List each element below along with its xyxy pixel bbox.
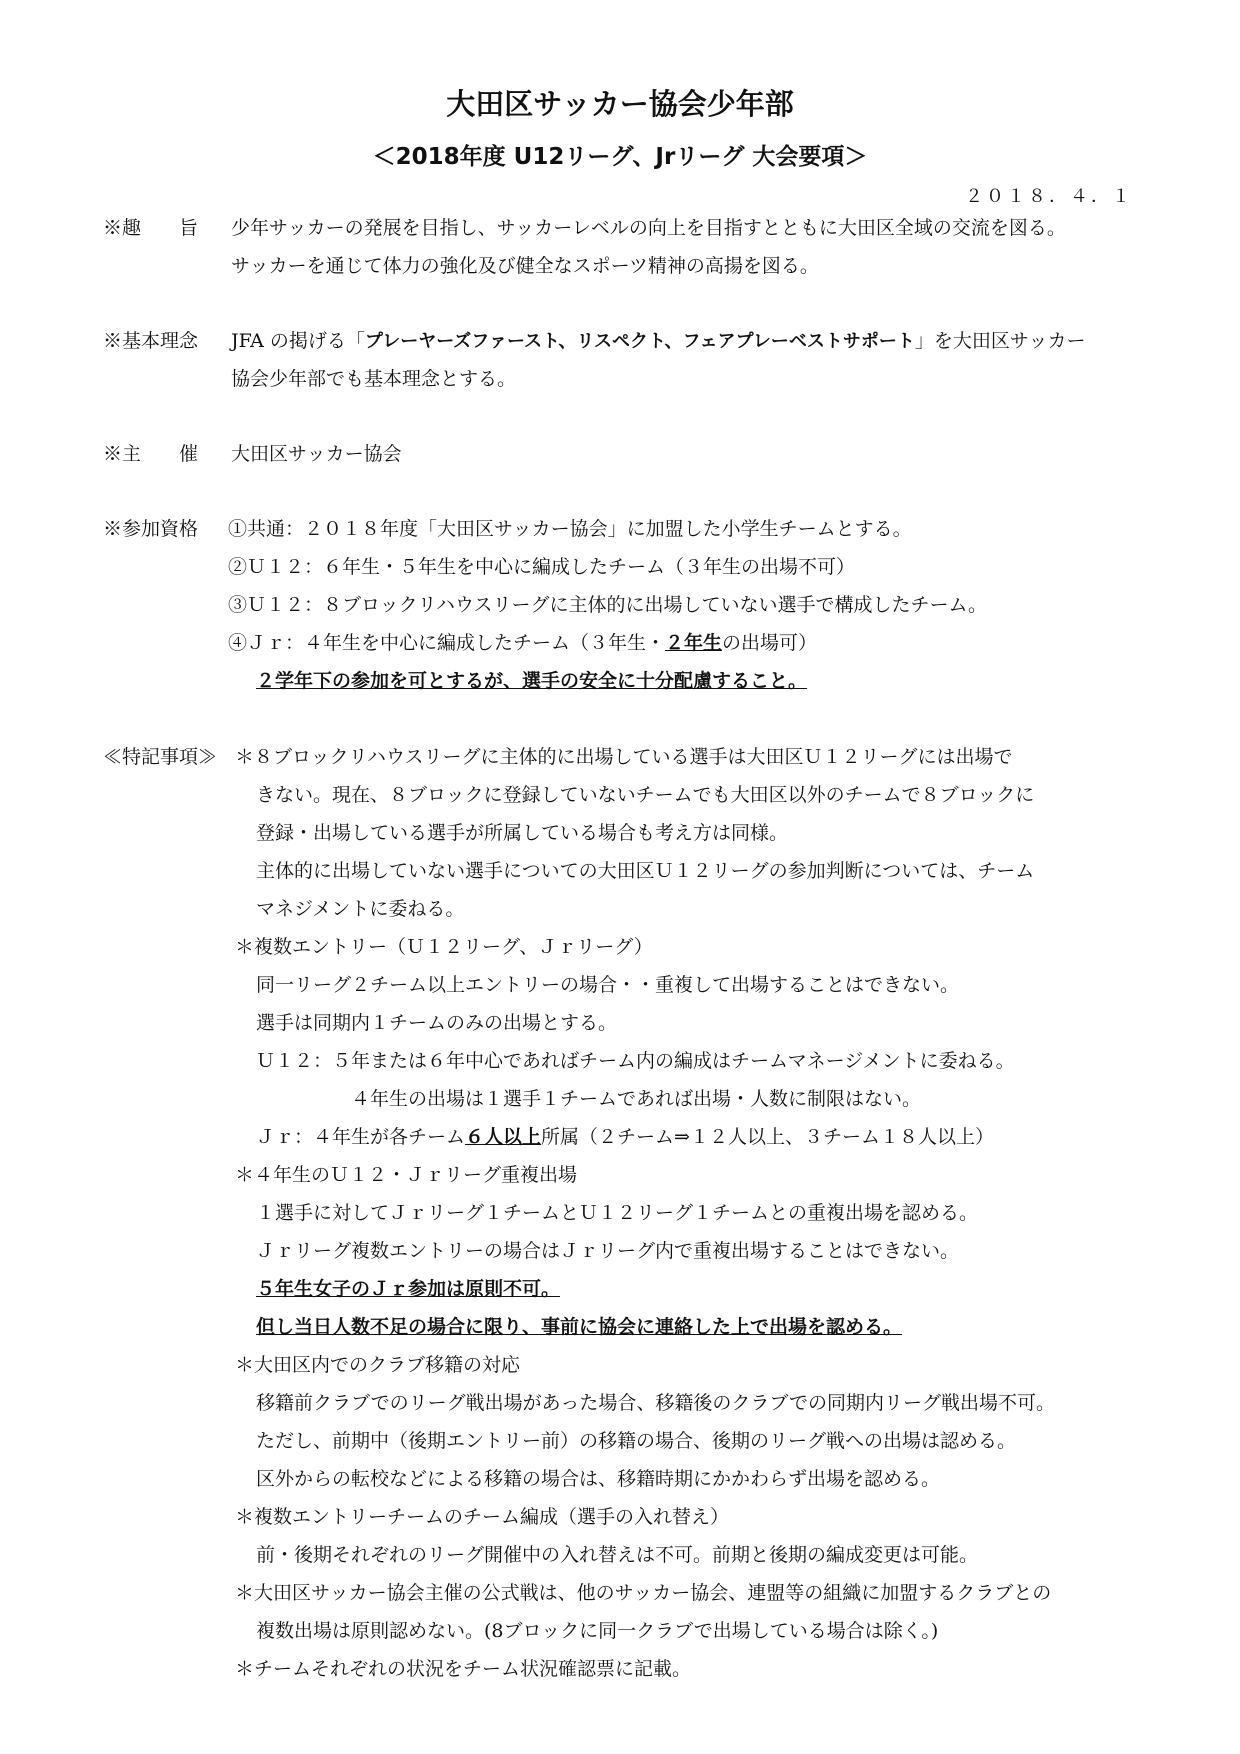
notes-p1-line-5: マネジメントに委ねる。: [256, 898, 465, 920]
notes-p2-head: ＊複数エントリー（Ｕ１２リーグ、Ｊｒリーグ）: [235, 936, 653, 958]
section-label-philosophy: ※基本理念: [103, 330, 199, 352]
notes-p3-line-2: Ｊｒリーグ複数エントリーの場合はＪｒリーグ内で重複出場することはできない。: [256, 1240, 960, 1262]
purpose-line-2: サッカーを通じて体力の強化及び健全なスポーツ精神の高揚を図る。: [231, 255, 819, 277]
notes-p2-emphasis: ６人以上: [465, 1126, 542, 1148]
notes-p1-line-1: ＊８ブロックリハウスリーグに主体的に出場している選手は大田区Ｕ１２リーグには出場で: [235, 746, 1013, 768]
notes-p4-line-2: ただし、前期中（後期エントリー前）の移籍の場合、後期のリーグ戦への出場は認める。: [256, 1430, 1017, 1452]
notes-p5-line-1: 前・後期それぞれのリーグ開催中の入れ替えは不可。前期と後期の編成変更は可能。: [256, 1544, 979, 1566]
notes-p1-line-3: 登録・出場している選手が所属している場合も考え方は同様。: [256, 822, 789, 844]
page-subtitle: ＜2018年度 U12リーグ、Jrリーグ 大会要項＞: [372, 144, 868, 170]
notes-p3-line-1: １選手に対してＪｒリーグ１チームとＵ１２リーグ１チームとの重複出場を認める。: [256, 1202, 979, 1224]
eligibility-item-4: ④Ｊｒ：４年生を中心に編成したチーム（３年生・２年生の出場可）: [228, 632, 818, 654]
notes-p3-line-4: 但し当日人数不足の場合に限り、事前に協会に連絡した上で出場を認める。: [256, 1316, 903, 1338]
document-date: ２０１８．４．１: [965, 186, 1133, 207]
notes-p2-line-2: 選手は同期内１チームのみの出場とする。: [256, 1012, 618, 1034]
notes-p6-line-1: 複数出場は原則認めない。(8ブロックに同一クラブで出場している場合は除く。): [256, 1620, 939, 1642]
notes-p2-line-3: Ｕ１２：５年または６年中心であればチーム内の編成はチームマネージメントに委ねる。: [256, 1050, 1015, 1072]
notes-p6-head: ＊大田区サッカー協会主催の公式戦は、他のサッカー協会、連盟等の組織に加盟するクラブとの: [235, 1582, 1052, 1604]
philosophy-line-1: JFA の掲げる「プレーヤーズファースト、リスペクト、フェアプレーベストサポート」を大田区サッカー: [231, 330, 1086, 352]
notes-p3-head: ＊４年生のＵ１２・Ｊｒリーグ重複出場: [235, 1164, 578, 1186]
notes-p2-line-1: 同一リーグ２チーム以上エントリーの場合・・重複して出場することはできない。: [256, 974, 960, 996]
purpose-line-1: 少年サッカーの発展を目指し、サッカーレベルの向上を目指すとともに大田区全域の交流を図る。: [231, 217, 1066, 239]
notes-p4-head: ＊大田区内でのクラブ移籍の対応: [235, 1354, 521, 1376]
section-label-special-notes: ≪特記事項≫: [103, 746, 218, 768]
eligibility-item-2: ②Ｕ１２：６年生・５年生を中心に編成したチーム（３年生の出場不可）: [228, 556, 856, 578]
section-label-organizer: ※主 催: [103, 443, 199, 465]
section-label-eligibility: ※参加資格: [103, 518, 199, 540]
notes-p2-line-4: ４年生の出場は１選手１チームであれば出場・人数に制限はない。: [351, 1088, 922, 1110]
notes-p2-line-5: Ｊｒ：４年生が各チーム６人以上所属（２チーム⇒１２人以上、３チーム１８人以上）: [256, 1126, 994, 1148]
notes-p4-line-1: 移籍前クラブでのリーグ戦出場があった場合、移籍後のクラブでの同期内リーグ戦出場不可。: [256, 1392, 1055, 1414]
eligibility-item-1: ①共通：２０１８年度「大田区サッカー協会」に加盟した小学生チームとする。: [228, 518, 912, 540]
organizer-value: 大田区サッカー協会: [231, 443, 402, 465]
eligibility-emphasis: ２年生: [665, 632, 723, 654]
section-label-purpose: ※趣 旨: [103, 217, 199, 239]
notes-p5-head: ＊複数エントリーチームのチーム編成（選手の入れ替え）: [235, 1506, 730, 1528]
eligibility-item-3: ③Ｕ１２：８ブロックリハウスリーグに主体的に出場していない選手で構成したチーム。: [228, 594, 988, 616]
notes-p3-line-3: ５年生女子のＪｒ参加は原則不可。: [256, 1278, 561, 1300]
notes-p7-head: ＊チームそれぞれの状況をチーム状況確認票に記載。: [235, 1658, 692, 1680]
page-title: 大田区サッカー協会少年部: [446, 87, 794, 121]
notes-p1-line-2: きない。現在、８ブロックに登録していないチームでも大田区以外のチームで８ブロックに: [256, 784, 1035, 806]
philosophy-emphasis: プレーヤーズファースト、リスペクト、フェアプレーベストサポート: [364, 331, 915, 352]
eligibility-note: ２学年下の参加を可とするが、選手の安全に十分配慮すること。: [256, 670, 808, 692]
philosophy-line-2: 協会少年部でも基本理念とする。: [231, 368, 517, 390]
notes-p4-line-3: 区外からの転校などによる移籍の場合は、移籍時期にかかわらず出場を認める。: [256, 1468, 941, 1490]
notes-p1-line-4: 主体的に出場していない選手についての大田区Ｕ１２リーグの参加判断については、チーム: [256, 860, 1035, 882]
